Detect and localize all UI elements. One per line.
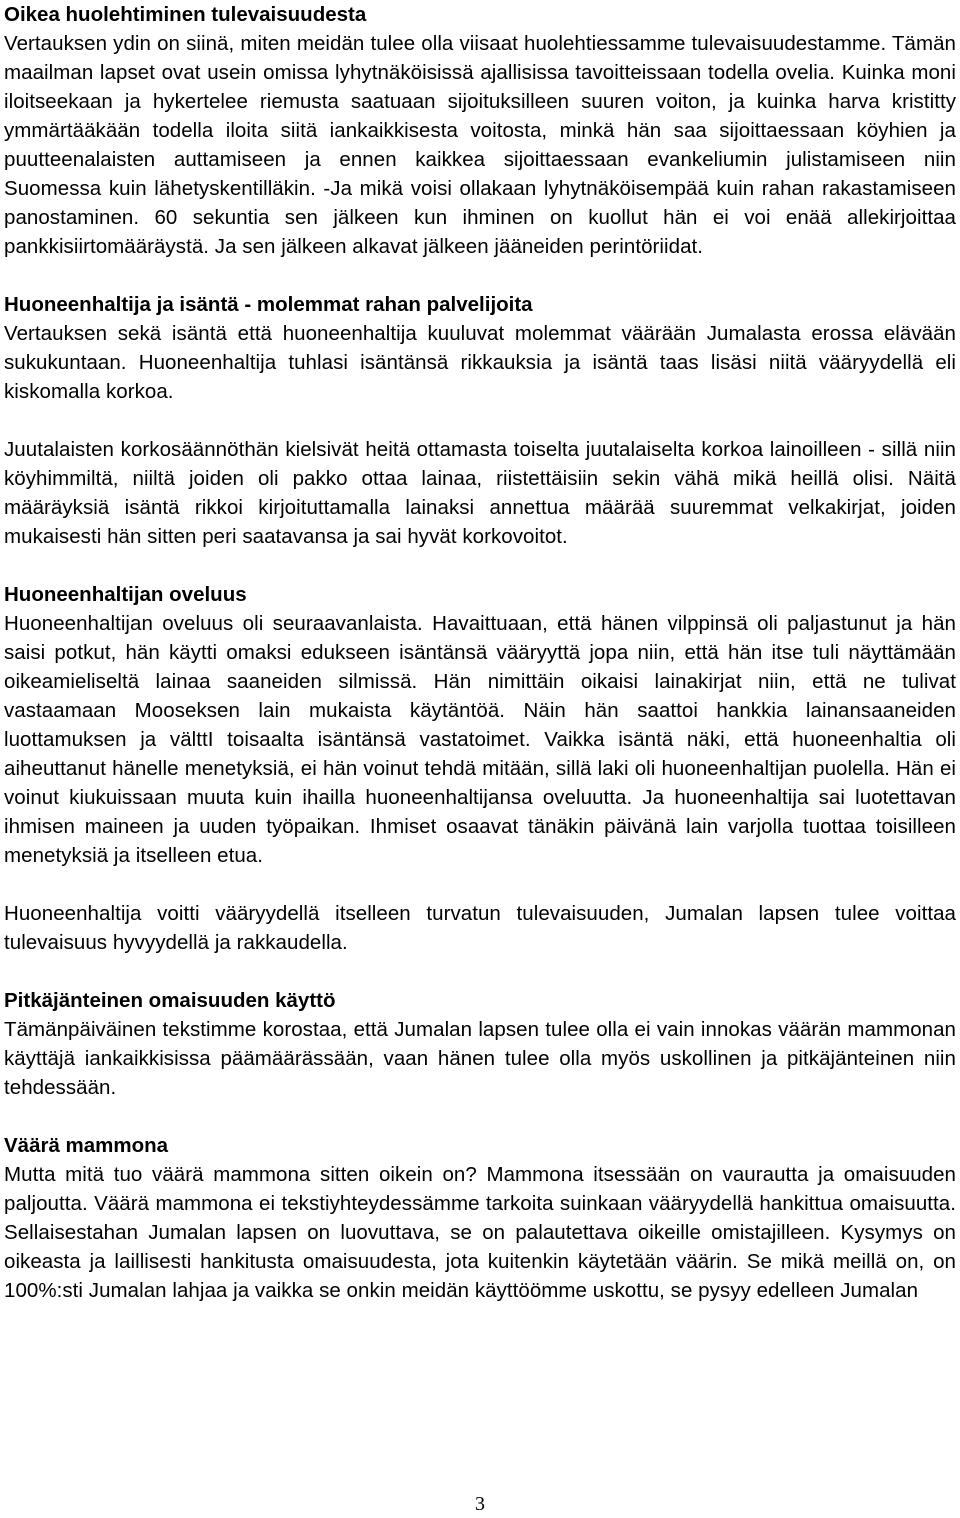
section-paragraph: Huoneenhaltija voitti vääryydellä itselleen turvatun tulevaisuuden, Jumalan lapsen tulee voittaa tulevaisuus hyvyydellä ja rakkaudella. (4, 902, 956, 954)
document-body (4, 0, 956, 1305)
section-paragraph: Tämänpäiväinen tekstimme korostaa, että Jumalan lapsen tulee olla ei vain innokas väärän mammonan käyttäjä iankaikkisissa päämäärässään, vaan hänen tulee olla myös uskollinen ja pitkäjänteinen niin tehdessään. (4, 1018, 956, 1099)
section-heading: Väärä mammona (4, 1134, 169, 1157)
section-vaara-mammona (4, 1131, 956, 1305)
section-oikea-huolehtiminen (4, 0, 956, 261)
section-pitkajanteinen-kaytto (4, 986, 956, 1102)
section-heading: Pitkäjänteinen omaisuuden käyttö (4, 989, 336, 1012)
paragraph-spacer (4, 870, 956, 899)
section-paragraph: Huoneenhaltijan oveluus oli seuraavanlaista. Havaittuaan, että hänen vilppinsä oli paljastunut ja hän saisi potkut, hän käytti omaksi edukseen isäntänsä vääryyttä jopa niin, että hän itse tuli näyttämään oikeamieliseltä lainaa saaneiden silmissä. Hän nimittäin oikaisi lainakirjat niin, että ne tulivat vastaamaan Mooseksen lain mukaista käytäntöä. Näin hän saattoi hankkia lainansaaneiden luottamuksen ja välttI toisaalta isäntänsä vastatoimet. Vaikka isäntä näki, että huoneenhaltia oli aiheuttanut hänelle menetyksiä, ei hän voinut tehdä mitään, sillä laki oli huoneenhaltijan puolella. Hän ei voinut kiukuissaan muuta kuin ihailla huoneenhaltijansa oveluutta. Ja huoneenhaltija sai luotettavan ihmisen maineen ja uuden työpaikan. Ihmiset osaavat tänäkin päivänä lain varjolla tuottaa toisilleen menetyksiä ja itselleen etua. (4, 612, 956, 867)
page-number: 3 (475, 1493, 485, 1515)
paragraph-spacer (4, 261, 956, 290)
paragraph-spacer (4, 406, 956, 435)
section-heading: Huoneenhaltijan oveluus (4, 583, 247, 606)
section-paragraph: Mutta mitä tuo väärä mammona sitten oikein on? Mammona itsessään on vaurautta ja omaisuuden paljoutta. Väärä mammona ei tekstiyhteydessämme tarkoita suinkaan vääryydellä hankittua omaisuutta. Sellaisestahan Jumalan lapsen on luovuttava, se on palautettava oikeille omistajilleen. Kysymys on oikeasta ja laillisesti hankitusta omaisuudesta, jota kuitenkin käytetään väärin. Se mikä meillä on, on 100%:sti Jumalan lahjaa ja vaikka se onkin meidän käyttöömme uskottu, se pysyy edelleen Jumalan (4, 1163, 956, 1302)
section-paragraph: Juutalaisten korkosäännöthän kielsivät heitä ottamasta toiselta juutalaiselta korkoa lainoilleen - sillä niin köyhimmiltä, niiltä joiden oli pakko ottaa lainaa, riistettäisiin sekin vähä mikä heillä olisi. Näitä määräyksiä isäntä rikkoi kirjoituttamalla lainaksi annettua määrää suuremmat velkakirjat, joiden mukaisesti hän sitten peri saatavansa ja sai hyvät korkovoitot. (4, 438, 956, 548)
section-huoneenhaltija-ja-isanta (4, 290, 956, 551)
section-paragraph: Vertauksen sekä isäntä että huoneenhaltija kuuluvat molemmat väärään Jumalasta erossa elävään sukukuntaan. Huoneenhaltija tuhlasi isäntänsä rikkauksia ja isäntä taas lisäsi niitä vääryydellä eli kiskomalla korkoa. (4, 322, 956, 403)
section-paragraph: Vertauksen ydin on siinä, miten meidän tulee olla viisaat huolehtiessamme tulevaisuudestamme. Tämän maailman lapset ovat usein omissa lyhytnäköisissä ajallisissa tavoitteissaan todella ovelia. Kuinka moni iloitseekaan ja hykertelee riemusta saatuaan sijoituksilleen suuren voiton, ja kuinka harva kristitty ymmärtääkään todella iloita siitä iankaikkisesta voitosta, minkä hän saa sijoittaessaan köyhien ja puutteenalaisten auttamiseen ja ennen kaikkea sijoittaessaan evankeliumin julistamiseen niin Suomessa kuin lähetyskentilläkin. -Ja mikä voisi ollakaan lyhytnäköisempää kuin rahan rakastamiseen panostaminen. 60 sekuntia sen jälkeen kun ihminen on kuollut hän ei voi enää allekirjoittaa pankkisiirtomääräystä. Ja sen jälkeen alkavat jälkeen jääneiden perintöriidat. (4, 32, 956, 258)
section-heading: Oikea huolehtiminen tulevaisuudesta (4, 3, 367, 26)
section-heading: Huoneenhaltija ja isäntä - molemmat rahan palvelijoita (4, 293, 533, 316)
section-huoneenhaltijan-oveluus (4, 580, 956, 957)
